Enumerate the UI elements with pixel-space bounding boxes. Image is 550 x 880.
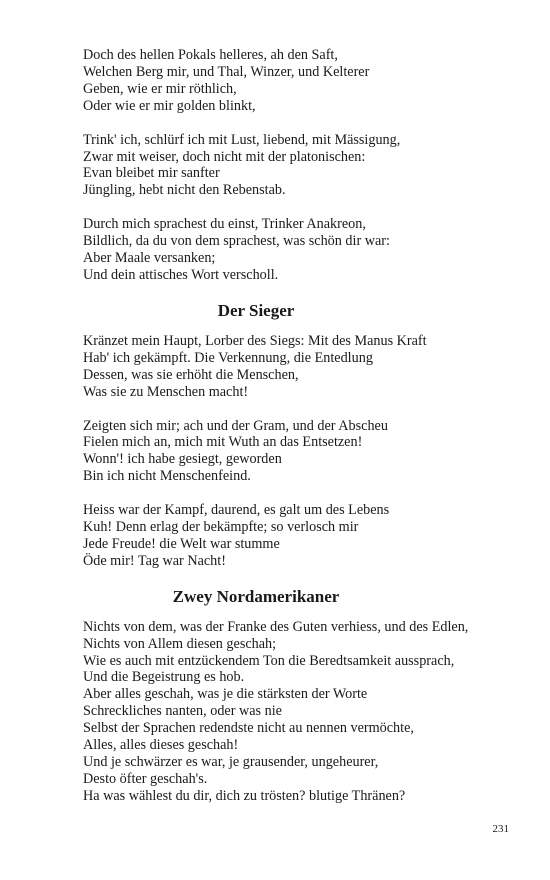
verse-line: Nichts von Allem diesen geschah; [83, 635, 277, 652]
stanza [83, 502, 523, 570]
stanza [83, 418, 523, 486]
stanza [83, 216, 523, 284]
verse-line: Zwar mit weiser, doch nicht mit der platonischen: [83, 148, 366, 165]
verse-line: Doch des hellen Pokals helleres, ah den Saft, [83, 47, 338, 63]
verse-line: Bin ich nicht Menschenfeind. [83, 468, 251, 485]
verse-line: Wie es auch mit entzückendem Ton die Beredtsamkeit aussprach, [83, 652, 455, 669]
poem-title: Der Sieger [217, 300, 295, 320]
stanza [83, 47, 523, 115]
verse-line: Bildlich, da du von dem sprachest, was schön dir war: [83, 233, 390, 250]
verse-line: Wonn'! ich habe gesiegt, geworden [83, 451, 282, 468]
verse-line: Evan bleibet mir sanfter [83, 165, 220, 182]
verse-line: Oder wie er mir golden blinkt, [83, 97, 256, 114]
verse-line: Selbst der Sprachen redendste nicht au nennen vermöchte, [83, 720, 414, 737]
verse-line: Zeigten sich mir; ach und der Gram, und der Abscheu [83, 417, 388, 434]
verse-line: Was sie zu Menschen macht! [83, 383, 249, 400]
stanza [83, 333, 523, 401]
verse-line: Nichts von dem, was der Franke des Guten verhiess, und des Edlen, [83, 618, 469, 635]
verse-line: Durch mich sprachest du einst, Trinker Anakreon, [83, 216, 366, 233]
verse-line: Jede Freude! die Welt war stumme [83, 535, 280, 552]
verse-line: Kränzet mein Haupt, Lorber des Siegs: Mit des Manus Kraft [83, 332, 427, 349]
verse-line: Dessen, was sie erhöht die Menschen, [83, 366, 299, 383]
verse-line: Öde mir! Tag war Nacht! [83, 552, 226, 569]
verse-line: Desto öfter geschah's. [83, 770, 208, 787]
page-number: 231 [492, 823, 509, 835]
verse-line: Aber alles geschah, was je die stärksten der Worte [83, 686, 368, 703]
verse-line: Heiss war der Kampf, daurend, es galt um des Lebens [83, 502, 390, 519]
verse-line: Und dein attisches Wort verscholl. [83, 266, 279, 283]
verse-line: Fielen mich an, mich mit Wuth an das Entsetzen! [83, 434, 363, 451]
poem-der-sieger [83, 301, 523, 570]
verse-line: Trink' ich, schlürf ich mit Lust, liebend, mit Mässigung, [83, 131, 401, 148]
verse-line: Aber Maale versanken; [83, 250, 216, 267]
verse-line: Kuh! Denn erlag der bekämpfte; so verlosch mir [83, 519, 359, 536]
verse-line: Ha was wählest du dir, dich zu trösten? blutige Thränen? [83, 787, 406, 804]
poem-zwey-nordamerikaner [83, 587, 523, 805]
stanza [83, 132, 523, 200]
verse-line: Alles, alles dieses geschah! [83, 737, 239, 754]
verse-line: Und je schwärzer es war, je grausender, ungeheurer, [83, 754, 379, 770]
verse-line: Und die Begeistrung es hob. [83, 669, 245, 686]
verse-line: Hab' ich gekämpft. Die Verkennung, die Entedlung [83, 349, 373, 366]
verse-line: Jüngling, hebt nicht den Rebenstab. [83, 182, 286, 199]
verse-line: Welchen Berg mir, und Thal, Winzer, und Kelterer [83, 63, 370, 80]
verse-line: Schreckliches nanten, oder was nie [83, 703, 282, 720]
verse-line: Geben, wie er mir röthlich, [83, 80, 237, 97]
poem-continuation [83, 47, 523, 284]
stanza [83, 619, 523, 805]
book-page [83, 47, 523, 822]
poem-title: Zwey Nordamerikaner [172, 586, 340, 606]
